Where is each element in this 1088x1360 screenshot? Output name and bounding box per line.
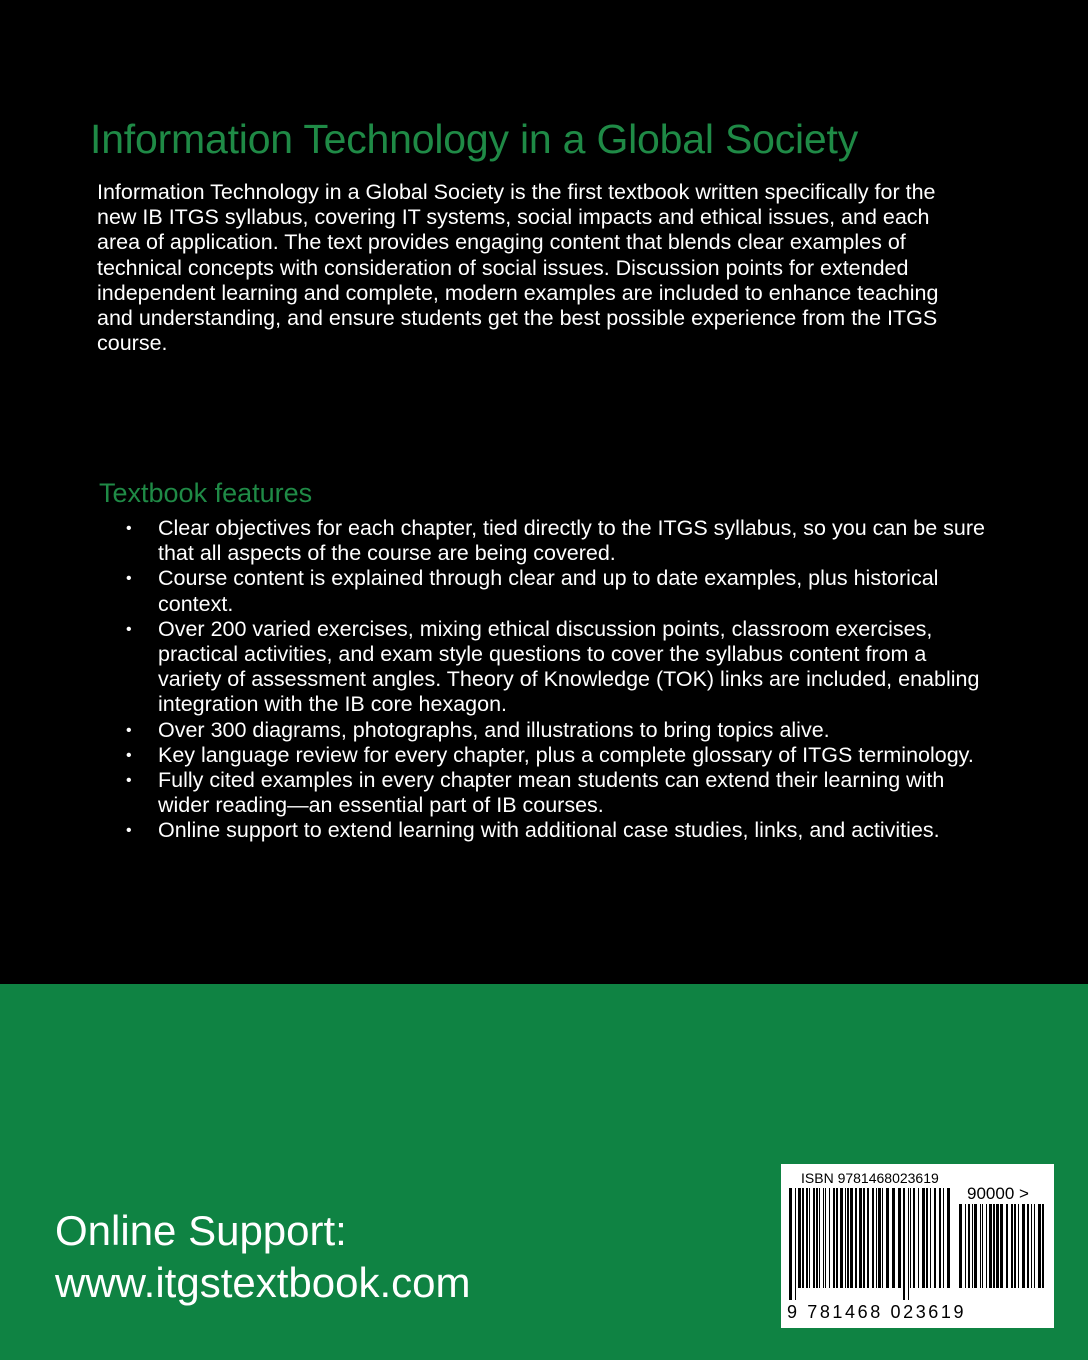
barcode-bar xyxy=(829,1188,830,1288)
isbn-label: ISBN 9781468023619 xyxy=(801,1170,939,1186)
barcode-bar xyxy=(1031,1204,1032,1288)
barcode-bar xyxy=(795,1188,796,1300)
barcode-bar xyxy=(939,1188,941,1288)
barcode-bar xyxy=(965,1204,966,1288)
isbn-digits: 9 781468 023619 xyxy=(787,1302,967,1322)
feature-text: Fully cited examples in every chapter mean students can extend their learning with wider reading—an essential part of IB courses. xyxy=(158,768,945,818)
barcode-bar xyxy=(898,1188,901,1288)
barcode-bar xyxy=(974,1204,977,1288)
barcode-bar xyxy=(993,1204,995,1288)
barcode-bar xyxy=(972,1204,973,1288)
bullet-icon: • xyxy=(126,746,132,764)
barcode-bar xyxy=(922,1188,925,1288)
barcode-bar xyxy=(926,1188,928,1288)
bullet-icon: • xyxy=(126,520,132,537)
barcode-bar xyxy=(789,1188,792,1300)
online-support-label: Online Support: xyxy=(55,1207,347,1254)
features-heading: Textbook features xyxy=(99,478,313,508)
feature-text: Key language review for every chapter, plus a complete glossary of ITGS terminology. xyxy=(158,742,974,767)
barcode-bar xyxy=(1038,1204,1041,1288)
barcode-bar xyxy=(989,1204,992,1288)
barcode-bar xyxy=(996,1204,999,1288)
barcode-bar xyxy=(930,1188,931,1288)
barcode-bar xyxy=(1011,1204,1013,1288)
barcode-bar xyxy=(882,1188,883,1288)
feature-text: Online support to extend learning with additional case studies, links, and activities. xyxy=(158,818,940,843)
feature-item xyxy=(126,818,988,843)
online-support-url[interactable]: www.itgstextbook.com xyxy=(55,1259,471,1306)
barcode-bar xyxy=(943,1188,944,1288)
barcode-bar xyxy=(892,1188,895,1288)
barcode-bar xyxy=(850,1188,853,1288)
barcode-bar xyxy=(825,1188,826,1288)
feature-item xyxy=(126,516,988,566)
price-code: 90000 > xyxy=(967,1184,1029,1203)
bullet-icon: • xyxy=(126,721,132,739)
barcode-bar xyxy=(968,1204,970,1288)
barcode-bar xyxy=(863,1188,865,1288)
barcode-bar xyxy=(845,1188,846,1288)
feature-item xyxy=(126,717,988,743)
barcode-bar xyxy=(823,1188,824,1288)
feature-item xyxy=(126,768,988,818)
barcode-bar xyxy=(1034,1204,1035,1288)
feature-text: Over 300 diagrams, photographs, and illustrations to bring topics alive. xyxy=(158,717,830,742)
feature-text: Clear objectives for each chapter, tied directly to the ITGS syllabus, so you can be sure that all aspects of the course are being covered. xyxy=(158,516,985,566)
bullet-icon: • xyxy=(126,570,132,588)
barcode-addon-bars-icon xyxy=(959,1204,1045,1300)
feature-text: Over 200 varied exercises, mixing ethical discussion points, classroom exercises, practical activities, and exam style questions to cover the syllabus content from a variety of assessment angles. Theory of Knowledge (TOK) links are included, enabling integration with the IB core hexagon. xyxy=(158,616,980,717)
bullet-icon: • xyxy=(126,772,132,790)
barcode-bar xyxy=(816,1188,818,1288)
barcode-bar xyxy=(1042,1204,1044,1288)
barcode-bar xyxy=(934,1188,936,1288)
bullet-icon: • xyxy=(126,620,132,638)
barcode-bar xyxy=(1018,1204,1019,1288)
barcode-bar xyxy=(802,1188,804,1288)
barcode-bar xyxy=(918,1188,919,1288)
feature-text: Course content is explained through clear and up to date examples, plus historical context. xyxy=(158,566,939,616)
barcode-bars-icon xyxy=(789,1188,953,1300)
feature-item xyxy=(126,742,988,768)
bullet-icon: • xyxy=(126,822,132,840)
barcode-bar xyxy=(903,1188,905,1300)
barcode-bar xyxy=(855,1188,857,1288)
barcode-bar xyxy=(986,1204,987,1288)
barcode-bar xyxy=(910,1188,911,1288)
book-description: Information Technology in a Global Society is the first textbook written specifically for the new IB ITGS syllabus, covering IT systems, social impacts and ethical issues, and each area of application. The text provides engaging content that blends clear examples of technical concepts with consideration of social issues. Discussion points for extended independent learning and complete, modern examples are included to enhance teaching and understanding, and ensure students get the best possible experience from the ITGS course. xyxy=(97,180,939,356)
features-list xyxy=(126,516,988,844)
barcode-bar xyxy=(913,1188,915,1288)
barcode-bar xyxy=(876,1188,877,1288)
barcode-bar xyxy=(1022,1204,1025,1288)
barcode-bar xyxy=(813,1188,815,1288)
barcode-bar xyxy=(872,1188,874,1288)
barcode-bar xyxy=(1000,1204,1003,1288)
barcode-bar xyxy=(1014,1204,1016,1288)
barcode-bar xyxy=(840,1188,843,1288)
barcode-bar xyxy=(878,1188,881,1288)
barcode-bar xyxy=(947,1188,950,1288)
barcode-bar xyxy=(1006,1204,1008,1288)
barcode-bar xyxy=(847,1188,849,1288)
feature-item xyxy=(126,566,988,616)
feature-item xyxy=(126,616,988,718)
barcode-bar xyxy=(908,1188,909,1300)
barcode-bar xyxy=(819,1188,820,1288)
barcode-bar xyxy=(982,1204,983,1288)
barcode-bar xyxy=(980,1204,981,1288)
barcode-bar xyxy=(859,1188,862,1288)
barcode-bar xyxy=(836,1188,838,1288)
book-title: Information Technology in a Global Society xyxy=(90,116,859,162)
barcode-bar xyxy=(806,1188,808,1288)
barcode-panel xyxy=(781,1164,1054,1328)
barcode-bar xyxy=(959,1204,962,1288)
barcode-bar xyxy=(867,1188,869,1288)
barcode-bar xyxy=(886,1188,889,1288)
barcode-bar xyxy=(798,1188,801,1288)
online-support xyxy=(55,1205,471,1309)
barcode-bar xyxy=(1027,1204,1029,1288)
barcode-bar xyxy=(833,1188,835,1288)
barcode-bar xyxy=(809,1188,810,1288)
